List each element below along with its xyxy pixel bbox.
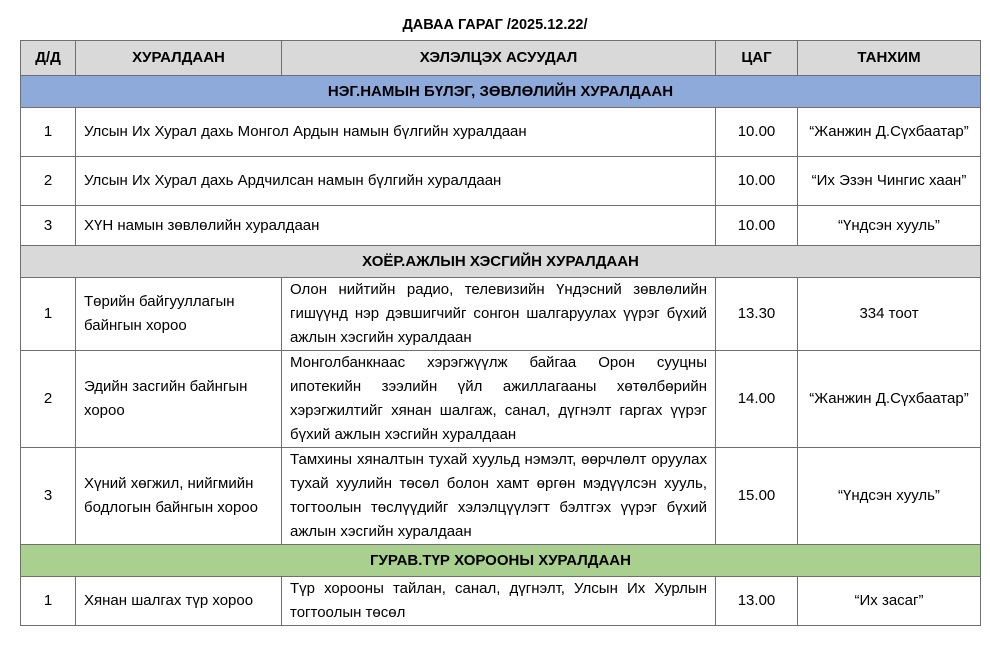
row-room: “Жанжин Д.Сүхбаатар” [798, 351, 981, 448]
row-meeting: Хүний хөгжил, нийгмийн бодлогын байнгын хороо [76, 448, 282, 545]
row-number: 2 [21, 351, 76, 448]
row-time: 13.00 [716, 577, 798, 626]
row-room: 334 тоот [798, 278, 981, 351]
table-row [21, 351, 981, 448]
row-room: “Үндсэн хууль” [798, 206, 981, 246]
row-number: 3 [21, 448, 76, 545]
row-meeting: ХҮН намын зөвлөлийн хуралдаан [76, 206, 716, 246]
section-title: ГУРАВ.ТҮР ХОРООНЫ ХУРАЛДААН [21, 545, 981, 577]
row-meeting: Улсын Их Хурал дахь Монгол Ардын намын бүлгийн хуралдаан [76, 108, 716, 157]
row-room: “Жанжин Д.Сүхбаатар” [798, 108, 981, 157]
row-time: 10.00 [716, 206, 798, 246]
table-row [21, 577, 981, 626]
row-room: “Үндсэн хууль” [798, 448, 981, 545]
header-row [21, 41, 981, 76]
row-topic: Тамхины хяналтын тухай хуульд нэмэлт, өөрчлөлт оруулах тухай хуулийн төсөл болон хамт өргөн мэдүүлсэн хууль, тогтоолын төслүүдийг хэлэлцүүлэгт бэлтгэх үүрэг бүхий ажлын хэсгийн хуралдаан [282, 448, 716, 545]
row-meeting: Улсын Их Хурал дахь Ардчилсан намын бүлгийн хуралдаан [76, 157, 716, 206]
table-row [21, 278, 981, 351]
row-room: “Их засаг” [798, 577, 981, 626]
row-time: 15.00 [716, 448, 798, 545]
row-topic: Түр хорооны тайлан, санал, дүгнэлт, Улсын Их Хурлын тогтоолын төсөл [282, 577, 716, 626]
schedule-table [20, 40, 981, 626]
row-time: 10.00 [716, 157, 798, 206]
header-meeting: ХУРАЛДААН [76, 41, 282, 76]
table-row [21, 157, 981, 206]
row-time: 14.00 [716, 351, 798, 448]
header-topic: ХЭЛЭЛЦЭХ АСУУДАЛ [282, 41, 716, 76]
section-row [21, 545, 981, 577]
row-number: 1 [21, 108, 76, 157]
section-title: ХОЁР.АЖЛЫН ХЭСГИЙН ХУРАЛДААН [21, 246, 981, 278]
row-time: 13.30 [716, 278, 798, 351]
table-row [21, 206, 981, 246]
header-time: ЦАГ [716, 41, 798, 76]
row-time: 10.00 [716, 108, 798, 157]
table-row [21, 108, 981, 157]
row-topic: Олон нийтийн радио, телевизийн Үндэсний зөвлөлийн гишүүнд нэр дэвшигчийг сонгон шалгаруулах үүрэг бүхий ажлын хэсгийн хуралдаан [282, 278, 716, 351]
page-title: ДАВАА ГАРАГ /2025.12.22/ [402, 17, 588, 33]
header-room: ТАНХИМ [798, 41, 981, 76]
row-number: 2 [21, 157, 76, 206]
row-number: 1 [21, 278, 76, 351]
section-row [21, 76, 981, 108]
section-title: НЭГ.НАМЫН БҮЛЭГ, ЗӨВЛӨЛИЙН ХУРАЛДААН [21, 76, 981, 108]
row-meeting: Эдийн засгийн байнгын хороо [76, 351, 282, 448]
header-number: Д/Д [21, 41, 76, 76]
row-meeting: Хянан шалгах түр хороо [76, 577, 282, 626]
row-topic: Монголбанкнаас хэрэгжүүлж байгаа Орон сууцны ипотекийн зээлийн үйл ажиллагааны хөтөлбөрийн хэрэгжилтийг хянан шалгаж, санал, дүгнэлт гаргах үүрэг бүхий ажлын хэсгийн хуралдаан [282, 351, 716, 448]
row-room: “Их Эзэн Чингис хаан” [798, 157, 981, 206]
row-meeting: Төрийн байгууллагын байнгын хороо [76, 278, 282, 351]
table-row [21, 448, 981, 545]
section-row [21, 246, 981, 278]
row-number: 1 [21, 577, 76, 626]
row-number: 3 [21, 206, 76, 246]
